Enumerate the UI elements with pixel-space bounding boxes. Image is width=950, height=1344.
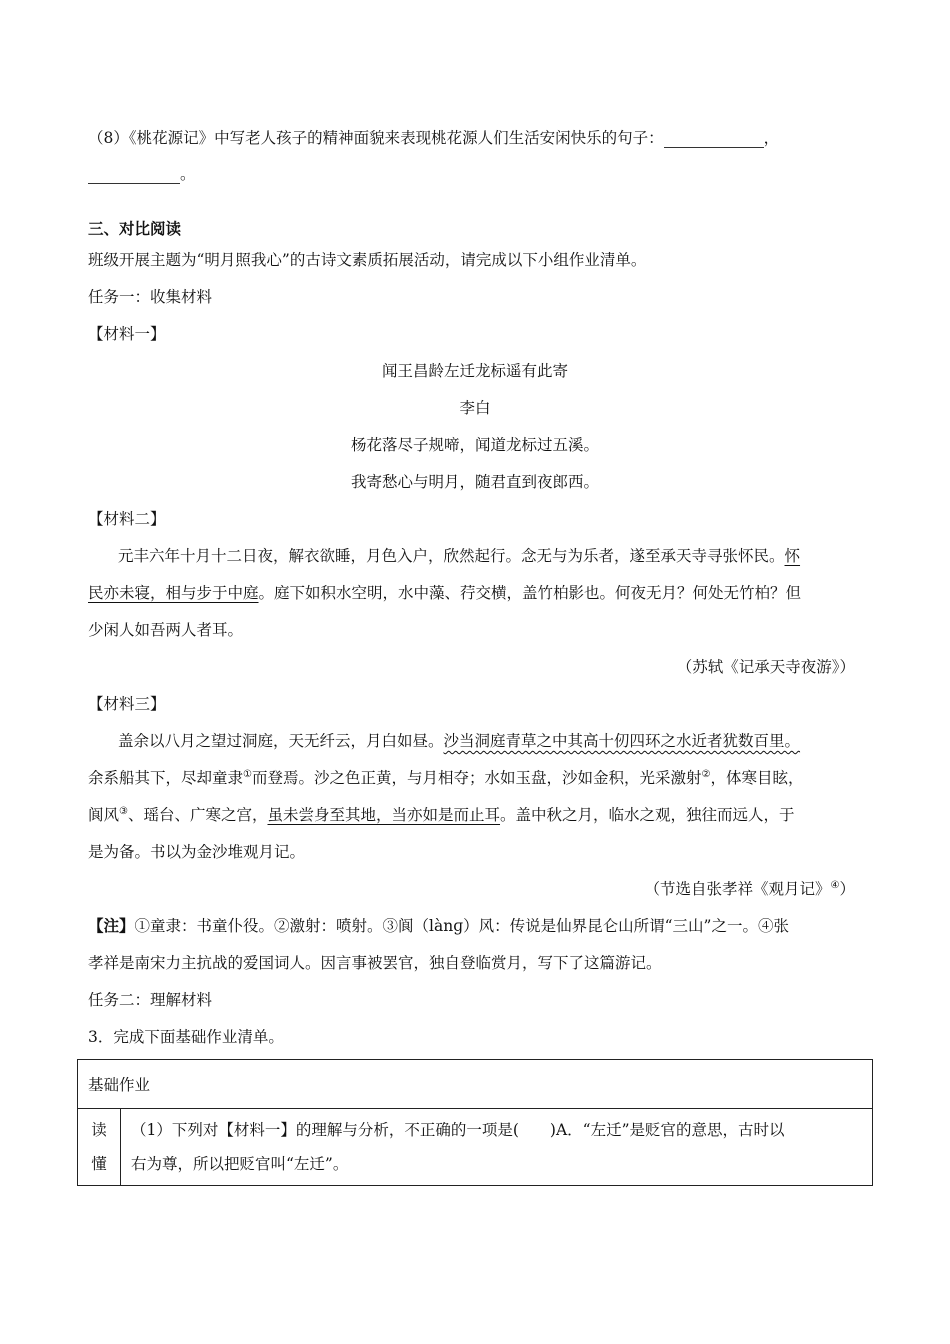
material-three-line-3: 阆风③、瑶台、广寒之宫，虽未尝身至其地，当亦如是而止耳。盖中秋之月，临水之观，独往而远人，于 [88, 806, 795, 824]
section-intro: 班级开展主题为“明月照我心”的古诗文素质拓展活动，请完成以下小组作业清单。 [88, 251, 647, 269]
footnote-line-1: 【注】①童隶：书童仆役。②激射：喷射。③阆（lànɡ）风：传说是仙界昆仑山所谓“三山”之一。④张 [88, 917, 789, 935]
footnote-mark-3: ③ [119, 806, 128, 817]
table-question-cell: （1）下列对【材料一】的理解与分析，不正确的一项是( )A．“左迁”是贬官的意思，古时以 右为尊，所以把贬官叫“左迁”。 [121, 1109, 873, 1186]
material-three-label: 【材料三】 [88, 695, 166, 713]
poem-line-2: 我寄愁心与明月，随君直到夜郎西。 [350, 473, 599, 491]
material-three-source: （节选自张孝祥《观月记》④） [644, 880, 855, 898]
poem-author: 李白 [459, 399, 491, 417]
footnote-mark-2: ② [701, 769, 711, 780]
task-one: 任务一：收集材料 [88, 288, 213, 306]
material-one-label: 【材料一】 [88, 325, 166, 343]
material-two-label: 【材料二】 [88, 510, 166, 528]
question-8-continued: 。 [88, 164, 196, 184]
table-header-row [78, 1060, 873, 1109]
footnote-mark-4: ④ [830, 880, 840, 891]
underlined-phrase: 怀 [784, 547, 801, 565]
material-three-line-4: 是为备。书以为金沙堆观月记。 [88, 843, 306, 861]
question-3: 3．完成下面基础作业清单。 [88, 1028, 284, 1046]
footnote-line-2: 孝祥是南宋力主抗战的爱国词人。因言事被罢官，独自登临赏月，写下了这篇游记。 [88, 954, 662, 972]
footnote-mark-1: ① [243, 769, 252, 780]
homework-table [77, 1059, 873, 1186]
material-two-source: （苏轼《记承天寺夜游》） [676, 658, 855, 676]
task-two: 任务二：理解材料 [88, 991, 213, 1009]
footnote-label: 【注】 [88, 917, 135, 935]
material-two-line-3: 少闲人如吾两人者耳。 [88, 621, 244, 639]
material-three-line-2: 余系船其下，尽却童隶①而登焉。沙之色正黄，与月相夺；水如玉盘，沙如金积，光采激射②，体寒目眩， [88, 769, 804, 787]
poem-title: 闻王昌龄左迁龙标遥有此寄 [381, 362, 568, 380]
question-8: （8）《桃花源记》中写老人孩子的精神面貌来表现桃花源人们生活安闲快乐的句子： ， [88, 129, 780, 147]
table-side-label: 读 懂 [78, 1109, 121, 1186]
answer-blank-2[interactable] [88, 167, 180, 184]
table-row [78, 1109, 873, 1186]
table-header-cell: 基础作业 [78, 1060, 873, 1109]
answer-blank-1[interactable] [664, 131, 764, 148]
material-three-line-1: 盖余以八月之望过洞庭，天无纤云，月白如昼。沙当洞庭青草之中其高十仞四环之水近者犹数百里。 [118, 732, 801, 750]
poem-line-1: 杨花落尽子规啼，闻道龙标过五溪。 [350, 436, 599, 454]
underlined-phrase: 虽未尝身至其地，当亦如是而止耳 [267, 806, 501, 824]
section-title: 三、对比阅读 [88, 220, 182, 238]
material-two-line-2: 民亦未寝，相与步于中庭。庭下如积水空明，水中藻、荇交横，盖竹柏影也。何夜无月？何处无竹柏？但 [88, 584, 802, 602]
underlined-phrase: 民亦未寝，相与步于中庭 [88, 584, 259, 602]
wavy-underlined-sentence: 沙当洞庭青草之中其高十仞四环之水近者犹数百里。 [443, 732, 801, 750]
material-two-line-1: 元丰六年十月十二日夜，解衣欲睡，月色入户，欣然起行。念无与为乐者，遂至承天寺寻张怀民。怀 [118, 547, 801, 565]
